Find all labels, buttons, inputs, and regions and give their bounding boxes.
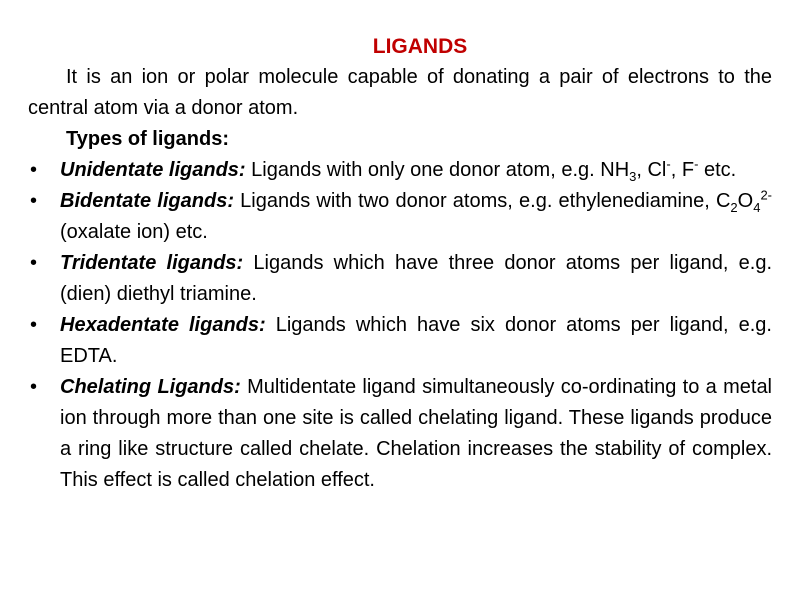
text-bidentate-b: O [737,190,754,212]
term-tridentate: Tridentate ligands: [60,252,244,274]
list-item-bidentate [0,186,800,248]
text-tridentate: Ligands which have three donor atoms per ligand, e.g. (dien) diethyl triamine. [60,252,772,305]
bullet-icon: • [30,314,38,336]
text-hexadentate: Ligands which have six donor atoms per ligand, e.g. EDTA. [60,314,772,367]
ligand-types-list [0,155,800,496]
text-bidentate-c: (oxalate ion) etc. [60,221,208,243]
text-unidentate-a: Ligands with only one donor atom, e.g. NH [245,159,630,181]
bullet-icon: • [30,252,38,274]
term-hexadentate: Hexadentate ligands: [60,314,266,336]
text-chelating: Multidentate ligand simultaneously co-ordinating to a metal ion through more than one site is called chelating ligand. These ligands produce a ring like structure called chelate. Chelation increases the stability of complex. This effect is called chelation effect. [60,376,773,491]
subscript: 2 [730,200,738,215]
term-unidentate: Unidentate ligands: [60,159,246,181]
bullet-icon: • [30,190,38,212]
term-chelating: Chelating Ligands: [60,376,241,398]
bullet-icon: • [30,159,38,181]
text-unidentate-c: , F [670,159,695,181]
list-item-chelating [0,372,800,496]
superscript: 2- [760,187,772,203]
subscript: 4 [753,200,761,215]
list-item-unidentate [0,155,800,186]
list-item-tridentate [0,248,800,310]
bullet-icon: • [30,376,38,398]
slide-title: LIGANDS [372,35,468,58]
types-heading: Types of ligands: [66,128,229,150]
list-item-hexadentate [0,310,800,372]
superscript: - [666,156,671,172]
text-bidentate-a: Ligands with two donor atoms, e.g. ethylenediamine, C [233,190,731,212]
superscript: - [694,156,699,172]
text-unidentate-b: , Cl [636,159,667,181]
intro-paragraph: It is an ion or polar molecule capable of donating a pair of electrons to the central atom via a donor atom. [28,66,772,119]
subscript: 3 [629,169,637,184]
term-bidentate: Bidentate ligands: [60,190,234,212]
text-unidentate-d: etc. [698,159,737,181]
